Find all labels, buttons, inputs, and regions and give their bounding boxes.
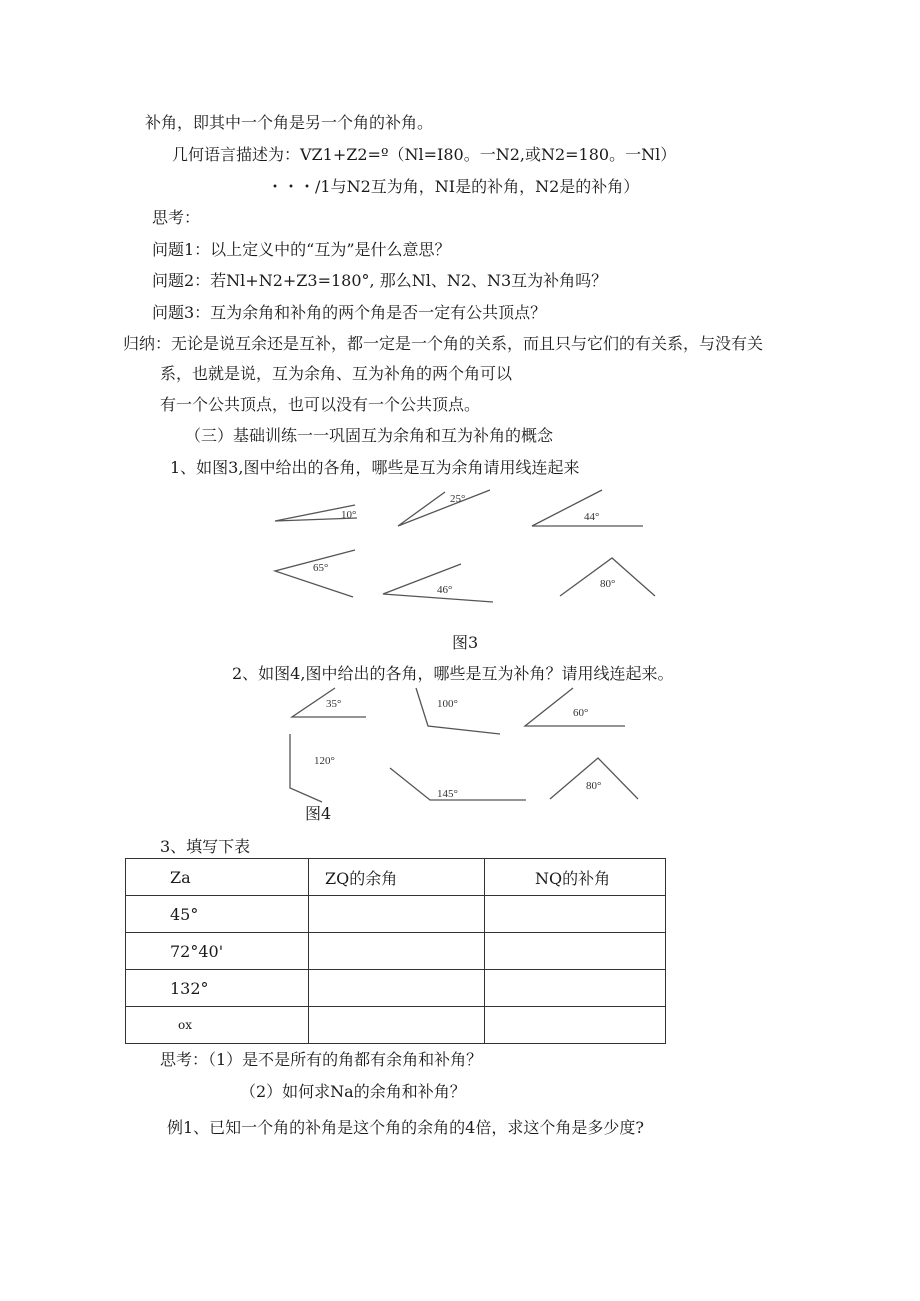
text-line-3: ・・・/1与N2互为角，NI是的补角，N2是的补角） <box>267 177 640 196</box>
summary-line-3: 有一个公共顶点，也可以没有一个公共顶点。 <box>160 395 481 414</box>
figure-3 <box>265 484 685 609</box>
angle-label: 100° <box>437 698 458 710</box>
angle-label: 60° <box>573 707 589 719</box>
table-cell-blank <box>485 896 666 933</box>
table-cell-blank <box>309 933 485 970</box>
angle-100 <box>416 688 500 734</box>
figure-3-caption: 图3 <box>452 633 479 652</box>
angle-label: 120° <box>314 755 335 767</box>
table-row <box>126 1007 666 1044</box>
think-line-2: （2）如何求Na的余角和补角？ <box>240 1082 466 1101</box>
exercise-1: 1、如图3,图中给出的各角，哪些是互为余角请用线连起来 <box>170 458 580 477</box>
table-row <box>126 896 666 933</box>
angle-80 <box>550 758 638 799</box>
angle-80 <box>560 558 655 596</box>
table-cell-blank <box>485 970 666 1007</box>
figure-4 <box>280 686 645 804</box>
figure-4-caption: 图4 <box>305 804 332 823</box>
section-heading: （三）基础训练一一巩固互为余角和互为补角的概念 <box>185 426 554 445</box>
table-header-row <box>126 859 666 896</box>
table-cell: 132° <box>126 970 309 1007</box>
think-line-1: 思考：（1）是不是所有的角都有余角和补角？ <box>160 1050 483 1069</box>
example-1: 例1、已知一个角的补角是这个角的余角的4倍，求这个角是多少度? <box>167 1118 644 1137</box>
angle-25 <box>398 490 490 526</box>
angle-label: 80° <box>600 578 616 590</box>
table-cell-blank <box>309 896 485 933</box>
table-cell: 45° <box>126 896 309 933</box>
table-cell-blank <box>485 933 666 970</box>
text-line-1: 补角，即其中一个角是另一个角的补角。 <box>145 113 434 132</box>
table-cell: 72°40' <box>126 933 309 970</box>
table-cell: ox <box>126 1007 309 1044</box>
exercise-2: 2、如图4,图中给出的各角，哪些是互为补角？请用线连起来。 <box>232 664 674 683</box>
table-cell-blank <box>309 970 485 1007</box>
angle-label: 25° <box>450 493 466 505</box>
angle-145 <box>390 768 526 800</box>
summary-line-2: 系，也就是说，互为余角、互为补角的两个角可以 <box>160 364 513 383</box>
table-row <box>126 933 666 970</box>
angle-label: 80° <box>586 780 602 792</box>
table-header-cell: ZQ的余角 <box>309 859 485 896</box>
angle-label: 65° <box>313 562 329 574</box>
table-cell-blank <box>485 1007 666 1044</box>
table-header-cell: NQ的补角 <box>485 859 666 896</box>
angle-46 <box>383 564 493 602</box>
question-1: 问题1：以上定义中的“互为”是什么意思？ <box>152 240 451 259</box>
angle-label: 46° <box>437 584 453 596</box>
angle-120 <box>290 734 322 802</box>
angle-label: 145° <box>437 788 458 800</box>
angle-label: 44° <box>584 511 600 523</box>
fill-in-table <box>125 858 666 1044</box>
table-cell-blank <box>309 1007 485 1044</box>
text-line-4: 思考： <box>152 208 201 227</box>
text-line-2: 几何语言描述为：VZ1+Z2=º（Nl=I80。一N2,或N2=180。一Nl） <box>172 145 677 164</box>
table-header-cell: Za <box>126 859 309 896</box>
question-3: 问题3：互为余角和补角的两个角是否一定有公共顶点？ <box>152 303 547 322</box>
angle-label: 35° <box>326 698 342 710</box>
summary-line-1: 归纳：无论是说互余还是互补，都一定是一个角的关系，而且只与它们的有关系，与没有关 <box>123 334 764 353</box>
table-row <box>126 970 666 1007</box>
angle-label: 10° <box>341 509 357 521</box>
question-2: 问题2：若Nl+N2+Z3=180°, 那么Nl、N2、N3互为补角吗？ <box>152 271 608 290</box>
exercise-3: 3、填写下表 <box>160 837 251 856</box>
